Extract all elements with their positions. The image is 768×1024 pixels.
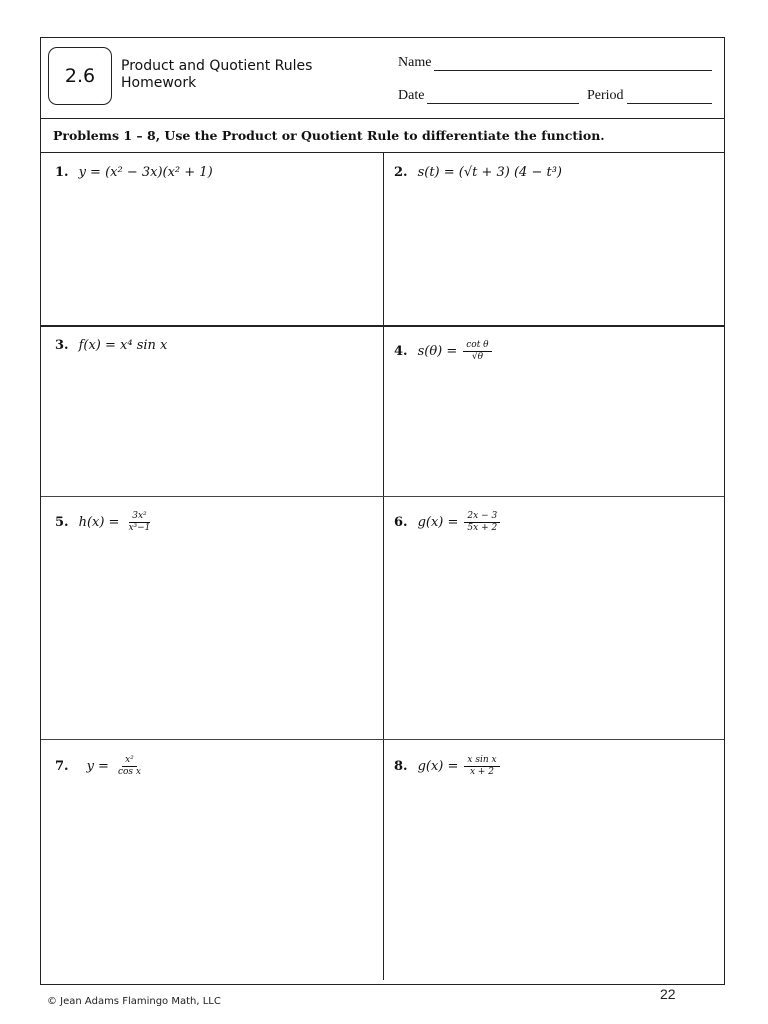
fraction-numerator: x sin x [464,755,499,767]
fraction [464,755,499,778]
name-blank-line[interactable] [434,57,712,71]
worksheet-header [41,38,724,119]
problem-number: 8. [394,759,408,774]
section-number: 2.6 [64,65,96,87]
problem-expression: y = (x² − 3x)(x² + 1) [78,165,213,180]
problem-lhs: s(θ) = [417,344,458,359]
period-label: Period [587,88,624,103]
period-field[interactable] [587,88,712,104]
date-field[interactable] [398,88,579,104]
problem-1 [55,165,213,180]
fraction [464,511,500,534]
problem-2 [394,165,562,180]
title-line-2: Homework [121,75,197,91]
fraction [125,511,153,534]
title-line-1: Product and Quotient Rules [121,58,313,74]
section-number-badge [48,47,112,105]
problem-number: 2. [394,165,408,180]
fraction-numerator: x² [122,755,137,767]
page-number: 22 [660,986,676,1002]
problem-number: 3. [55,338,69,353]
problem-number: 7. [55,759,69,774]
problem-number: 4. [394,344,408,359]
problem-expression: f(x) = x⁴ sin x [78,338,168,353]
problem-8 [394,755,500,778]
problem-number: 6. [394,515,408,530]
name-label: Name [398,55,432,70]
problem-lhs: h(x) = [78,515,120,530]
name-field[interactable] [398,55,712,71]
problem-6 [394,511,500,534]
problem-number: 1. [55,165,69,180]
fraction [463,340,491,363]
problem-lhs: g(x) = [417,515,459,530]
problem-grid [41,153,724,984]
problem-lhs: g(x) = [417,759,459,774]
row-divider-3 [41,739,724,740]
problem-number: 5. [55,515,69,530]
fraction-denominator: x + 2 [469,767,495,777]
instructions: Problems 1 – 8, Use the Product or Quotient Rule to differentiate the function. [41,118,724,153]
date-blank-line[interactable] [427,90,579,104]
problem-5 [55,511,153,534]
problem-3 [55,338,167,353]
fraction-denominator: √θ [471,352,483,362]
problem-4 [394,340,492,363]
worksheet [40,37,725,985]
period-blank-line[interactable] [627,90,712,104]
fraction [115,755,144,778]
fraction-numerator: 3x² [129,511,149,523]
column-divider [383,153,384,980]
fraction-numerator: cot θ [463,340,491,352]
fraction-denominator: x³−1 [128,523,151,533]
problem-7 [55,755,144,778]
fraction-denominator: cos x [117,767,141,777]
row-divider-2 [41,496,724,497]
copyright-footer: © Jean Adams Flamingo Math, LLC [47,996,221,1007]
row-divider-1 [41,325,724,327]
worksheet-title [121,58,312,92]
date-label: Date [398,88,425,103]
fraction-denominator: 5x + 2 [467,523,498,533]
problem-expression: s(t) = (√t + 3) (4 − t³) [417,165,562,180]
problem-lhs: y = [86,759,109,774]
fraction-numerator: 2x − 3 [464,511,500,523]
